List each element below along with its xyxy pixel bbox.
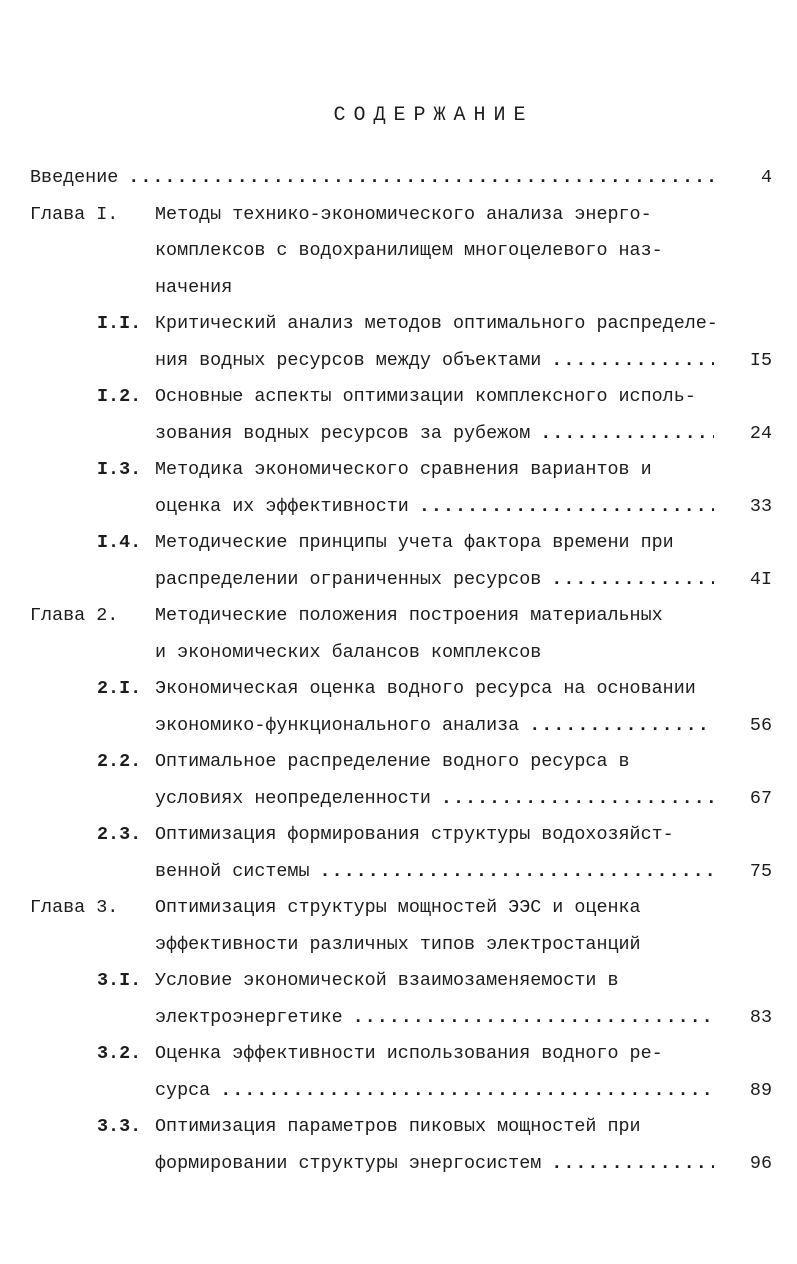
page-number: 24 bbox=[749, 422, 772, 444]
toc-entry-line bbox=[0, 966, 797, 996]
dot-leader bbox=[551, 346, 714, 376]
entry-title: Оптимальное распределение водного ресурса в bbox=[155, 751, 630, 772]
toc-entry-line bbox=[0, 1112, 797, 1142]
page-number: 56 bbox=[749, 714, 772, 736]
entry-title: Методические принципы учета фактора времени при bbox=[155, 532, 674, 553]
dot-leader bbox=[540, 419, 714, 449]
page-number: 83 bbox=[749, 1006, 772, 1028]
entry-title: электроэнергетике bbox=[155, 1006, 343, 1028]
dot-leader bbox=[320, 857, 714, 887]
chapter-label: Глава 2. bbox=[30, 605, 119, 626]
toc-entry-line bbox=[0, 273, 797, 303]
section-number: I.I. bbox=[97, 313, 142, 334]
toc-entry-line bbox=[0, 528, 797, 558]
toc-entry-line bbox=[0, 163, 797, 193]
page-number: 75 bbox=[749, 860, 772, 882]
toc-entry-line bbox=[0, 711, 797, 741]
toc-entry-line bbox=[0, 1076, 797, 1106]
entry-title: формировании структуры энергосистем bbox=[155, 1152, 542, 1174]
toc-entry-line bbox=[0, 674, 797, 704]
entry-title: Условие экономической взаимозаменяемости в bbox=[155, 970, 619, 991]
entry-title: комплексов с водохранилищем многоцелевого наз- bbox=[155, 240, 663, 261]
toc-entry-line bbox=[0, 492, 797, 522]
entry-title: Основные аспекты оптимизации комплексного исполь- bbox=[155, 386, 696, 407]
entry-title: распределении ограниченных ресурсов bbox=[155, 568, 542, 590]
entry-title: оценка их эффективности bbox=[155, 495, 409, 517]
dot-leader bbox=[529, 711, 714, 741]
section-number: 2.3. bbox=[97, 824, 142, 845]
chapter-label: Глава I. bbox=[30, 203, 119, 225]
entry-title: Оценка эффективности использования водного ре- bbox=[155, 1043, 663, 1064]
page-number: 96 bbox=[749, 1152, 772, 1174]
section-number: I.3. bbox=[97, 459, 142, 480]
toc-entry-line bbox=[0, 747, 797, 777]
entry-title: начения bbox=[155, 276, 233, 298]
entry-title: Экономическая оценка водного ресурса на основании bbox=[155, 678, 696, 699]
section-number: 3.2. bbox=[97, 1043, 142, 1064]
toc-entry-line bbox=[0, 382, 797, 412]
section-number: 3.3. bbox=[97, 1116, 142, 1137]
page-number: 4 bbox=[760, 167, 772, 188]
section-number: 2.2. bbox=[97, 751, 142, 772]
entry-title: Оптимизация формирования структуры водохозяйст- bbox=[155, 824, 674, 845]
page-number: I5 bbox=[749, 349, 772, 371]
entry-title: экономико-функционального анализа bbox=[155, 714, 520, 736]
section-number: I.2. bbox=[97, 386, 142, 407]
dot-leader bbox=[419, 492, 714, 522]
section-number: 2.I. bbox=[97, 678, 142, 699]
entry-title: Оптимизация структуры мощностей ЭЭС и оценка bbox=[155, 897, 641, 918]
toc-entry-line bbox=[0, 1039, 797, 1069]
dot-leader bbox=[551, 565, 714, 595]
toc-entry-line bbox=[0, 419, 797, 449]
page-title: СОДЕРЖАНИЕ bbox=[333, 104, 534, 127]
toc-entry-line bbox=[0, 346, 797, 376]
entry-title: Методы технико-экономического анализа энерго- bbox=[155, 203, 652, 225]
toc-entry-line bbox=[0, 820, 797, 850]
entry-title: условиях неопределенности bbox=[155, 787, 431, 809]
toc-entry-line bbox=[0, 601, 797, 631]
toc-entry-line bbox=[0, 236, 797, 266]
entry-title: эффективности различных типов электростанций bbox=[155, 933, 641, 955]
dot-leader bbox=[220, 1076, 714, 1106]
page-number: 33 bbox=[749, 495, 772, 517]
page-number: 67 bbox=[749, 787, 772, 809]
toc-entry-line bbox=[0, 893, 797, 923]
entry-title: сурса bbox=[155, 1079, 211, 1101]
toc-entry-line bbox=[0, 784, 797, 814]
toc-entry-line bbox=[0, 309, 797, 339]
entry-title: Методика экономического сравнения вариантов и bbox=[155, 459, 652, 480]
toc-entry-line bbox=[0, 1149, 797, 1179]
dot-leader bbox=[441, 784, 714, 814]
entry-title: Оптимизация параметров пиковых мощностей при bbox=[155, 1116, 641, 1137]
entry-title: Критический анализ методов оптимального распределе- bbox=[155, 313, 718, 334]
toc-entry-line bbox=[0, 200, 797, 230]
toc-entry-line bbox=[0, 930, 797, 960]
dot-leader bbox=[128, 163, 714, 193]
entry-title: и экономических балансов комплексов bbox=[155, 641, 542, 663]
entry-title: Введение bbox=[30, 167, 119, 188]
toc-entry-line bbox=[0, 638, 797, 668]
section-number: I.4. bbox=[97, 532, 142, 553]
chapter-label: Глава 3. bbox=[30, 897, 119, 918]
toc-entry-line bbox=[0, 455, 797, 485]
section-number: 3.I. bbox=[97, 970, 142, 991]
entry-title: зования водных ресурсов за рубежом bbox=[155, 422, 531, 444]
page-number: 4I bbox=[749, 568, 772, 590]
toc-entry-line bbox=[0, 857, 797, 887]
entry-title: Методические положения построения материальных bbox=[155, 605, 663, 626]
page-number: 89 bbox=[749, 1079, 772, 1101]
entry-title: венной системы bbox=[155, 860, 310, 882]
toc-entry-line bbox=[0, 565, 797, 595]
toc-entry-line bbox=[0, 1003, 797, 1033]
dot-leader bbox=[551, 1149, 714, 1179]
dot-leader bbox=[353, 1003, 714, 1033]
entry-title: ния водных ресурсов между объектами bbox=[155, 349, 542, 371]
